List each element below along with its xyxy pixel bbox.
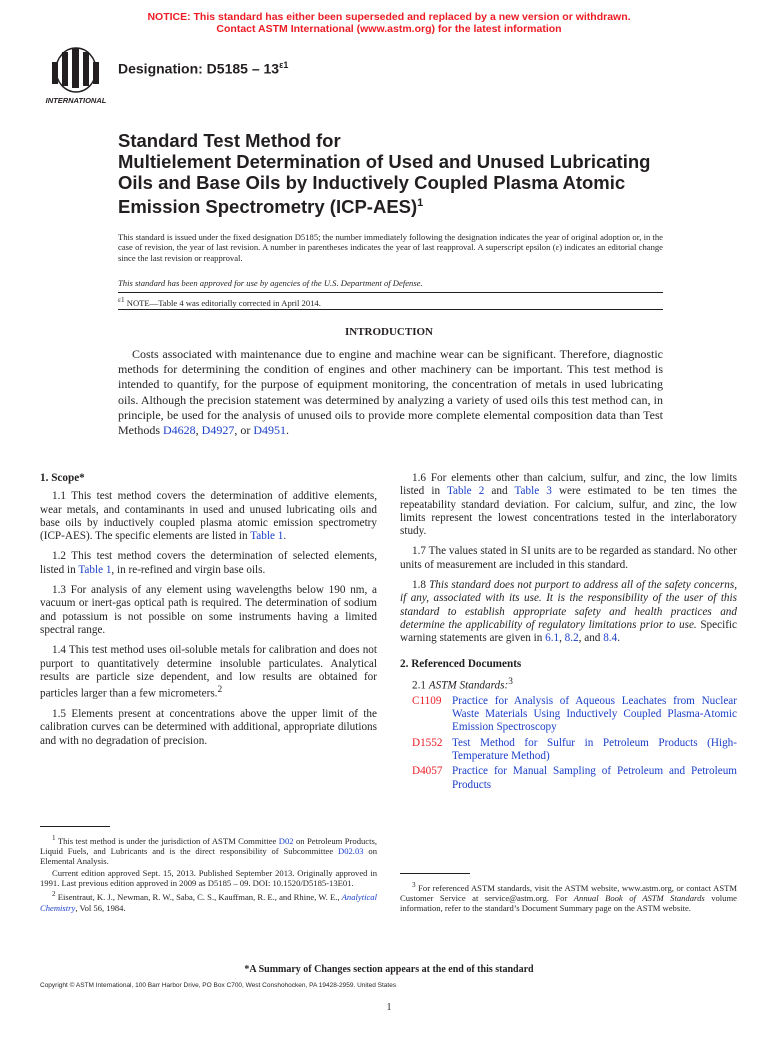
withdrawal-notice <box>0 11 778 35</box>
subsection-astm-standards: 2.1 ASTM Standards:$^3$ <box>412 676 513 692</box>
left-column <box>40 472 377 755</box>
table-link[interactable]: Table 3 <box>514 485 552 498</box>
introduction-heading: INTRODUCTION <box>344 326 433 338</box>
footnotes-left <box>40 833 377 914</box>
title-line: Oils and Base Oils by Inductively Coupled Plasma Atomic <box>118 172 626 193</box>
title-line: Emission Spectrometry $(ICP-AES)^1$ <box>118 196 424 218</box>
footnote-divider <box>400 873 470 874</box>
paragraph-1-1: 1.1 This test method covers the determination of additive elements, wear metals, and contaminants in used and unused lubricating oils and base oils by inductively coupled plasma atomic emission spectrometry (ICP-AES). The specific elements are listed in Table 1. <box>40 490 377 543</box>
journal-link[interactable]: Analytical Chemistry <box>40 892 377 913</box>
right-column <box>400 472 737 794</box>
ref-link-d4628[interactable]: D4628 <box>163 423 196 438</box>
designation <box>118 60 288 77</box>
ref-link-d4951[interactable]: D4951 <box>253 423 287 438</box>
issue-note: This standard is issued under the fixed designation D5185; the number immediately following the designation indicates the year of original adoption or, in the case of revision, the year of last revision. A number in parentheses indicates the year of last reapproval. A superscript epsilon (ε) indicates an editorial change since the last revision or reapproval. <box>118 232 663 263</box>
reference-title[interactable]: Practice for Manual Sampling of Petroleum and Petroleum Products <box>452 765 737 791</box>
paragraph-1-2: 1.2 This test method covers the determination of selected elements, listed in Table 1, in re-refined and virgin base oils. <box>40 550 377 576</box>
section-heading-scope: 1. Scope* <box>40 472 85 484</box>
designation-sup: ε1 <box>279 60 289 70</box>
paragraph-1-5: 1.5 Elements present at concentrations above the upper limit of the calibration curves can be determined with additional, appropriate dilutions and with no degradation of precision. <box>40 708 377 747</box>
paragraph-1-3: 1.3 For analysis of any element using wavelengths below 190 nm, a vacuum or inert-gas optical path is required. The determination of sodium and potassium is not possible on some instruments having a limited spectral range. <box>40 584 377 636</box>
summary-of-changes-note: *A Summary of Changes section appears at the end of this standard <box>244 964 534 975</box>
footnote-divider <box>40 826 110 827</box>
introduction-text: Costs associated with maintenance due to engine and machine wear can be significant. Therefore, diagnostic methods for determining the condition of engines and other machinery can be important. This test method is intended to quantify, for the purpose of equipment monitoring, the concentration of metals in used lubricating oils. Although the precision statement was determined by analyzing a variety of used oils this test method can, in principle, be used for the analysis of unused oils to provide more complete elemental composition data than Test Methods D4628, D4927, or D4951. <box>118 347 663 438</box>
footnote-ref[interactable]: 3 <box>508 676 513 687</box>
divider <box>118 309 663 310</box>
dod-approval: This standard has been approved for use by agencies of the U.S. Department of Defense. <box>118 278 423 288</box>
paragraph-1-6: 1.6 For elements other than calcium, sulfur, and zinc, the low limits listed in Table 2 and Table 3 were estimated to be ten times the repeatability standard deviation. For calcium, sulfur, and zinc, the low limits represent the lowest concentrations tested in the interlaboratory study. <box>400 472 738 538</box>
document-title <box>118 130 718 217</box>
page-number: 1 <box>386 1002 392 1013</box>
reference-item[interactable] <box>400 737 737 764</box>
reference-title[interactable]: Test Method for Sulfur in Petroleum Products (High-Temperature Method) <box>452 736 737 763</box>
footnote-2: $^2$ Eisentraut, K. J., Newman, R. W., Saba, C. S., Kauffman, R. E., and Rhine, W. E., Analytical Chemistry, Vol 56, 1984. <box>40 890 377 913</box>
astm-logo <box>40 46 112 106</box>
paragraph-1-8: 1.8 This standard does not purport to address all of the safety concerns, if any, associated with its use. It is the responsibility of the user of this standard to establish appropriate safety and health practices and determine the applicability of regulatory limitations prior to use. Specific warning statements are given in 6.1, 8.2, and 8.4. <box>400 579 737 645</box>
divider <box>118 292 663 293</box>
logo-caption: INTERNATIONAL <box>45 96 107 105</box>
notice-line-1: NOTICE: This standard has either been superseded and replaced by a new version or withdrawn. <box>147 11 631 23</box>
table-link[interactable]: Table 1 <box>250 530 284 543</box>
footnote-1: $^1$ This test method is under the jurisdiction of ASTM Committee D02 on Petroleum Products, Liquid Fuels, and Lubricants and is the direct responsibility of Subcommittee D02.03 on Elemental Analysis. <box>40 834 377 867</box>
footnote-edition: Current edition approved Sept. 15, 2013. Published September 2013. Originally approved in 1991. Last previous edition approved in 2009 as D5185 – 09. DOI: 10.1520/D5185-13E01. <box>40 867 377 889</box>
reference-item[interactable] <box>400 765 737 792</box>
section-heading-referenced-documents: 2. Referenced Documents <box>400 657 522 670</box>
section-link[interactable]: 8.4 <box>603 632 618 645</box>
subcommittee-link[interactable]: D02.03 <box>338 846 364 857</box>
table-link[interactable]: Table 2 <box>446 485 485 498</box>
designation-label: Designation: D5185 – 13 <box>118 60 280 77</box>
editorial-note: $^{\varepsilon 1}$ NOTE—Table 4 was editorially corrected in April 2014. <box>118 296 321 308</box>
title-line: Standard Test Method for <box>118 130 341 151</box>
notice-line-2: Contact ASTM International (www.astm.org) for the latest information <box>216 23 562 35</box>
paragraph-1-4: 1.4 This test method uses oil-soluble metals for calibration and does not purport to quantitatively determine insoluble particulates. Analytical results are particle size dependent, and low results are obtained for particles larger than a few micrometers.$^2$ <box>40 644 377 700</box>
footnote-ref[interactable]: 2 <box>217 685 223 696</box>
ref-link-d4927[interactable]: D4927 <box>201 423 235 438</box>
reference-title[interactable]: Practice for Analysis of Aqueous Leachates from Nuclear Waste Materials Using Inductively Coupled Plasma-Atomic Emission Spectroscopy <box>452 694 737 734</box>
title-footnote-ref[interactable]: 1 <box>417 197 424 209</box>
reference-item[interactable] <box>400 695 737 735</box>
title-line: Multielement Determination of Used and Unused Lubricating <box>118 151 651 172</box>
table-link[interactable]: Table 1 <box>78 563 112 576</box>
committee-link[interactable]: D02 <box>278 835 294 846</box>
section-link[interactable]: 8.2 <box>564 632 579 645</box>
reference-code[interactable]: C1109 <box>412 694 442 707</box>
reference-code[interactable]: D4057 <box>412 765 443 778</box>
copyright-line: Copyright © ASTM International, 100 Barr Harbor Drive, PO Box C700, West Conshohocken, PA 19428-2959. United States <box>40 982 397 989</box>
footnote-3: $^3$ For referenced ASTM standards, visit the ASTM website, www.astm.org, or contact ASTM Customer Service at service@astm.org. For Annual Book of ASTM Standards volume information, refer to the standard’s Document Summary page on the ASTM website. <box>400 881 737 914</box>
reference-code[interactable]: D1552 <box>412 736 443 749</box>
section-link[interactable]: 6.1 <box>545 632 560 645</box>
paragraph-1-7: 1.7 The values stated in SI units are to be regarded as standard. No other units of measurement are included in this standard. <box>400 545 737 571</box>
